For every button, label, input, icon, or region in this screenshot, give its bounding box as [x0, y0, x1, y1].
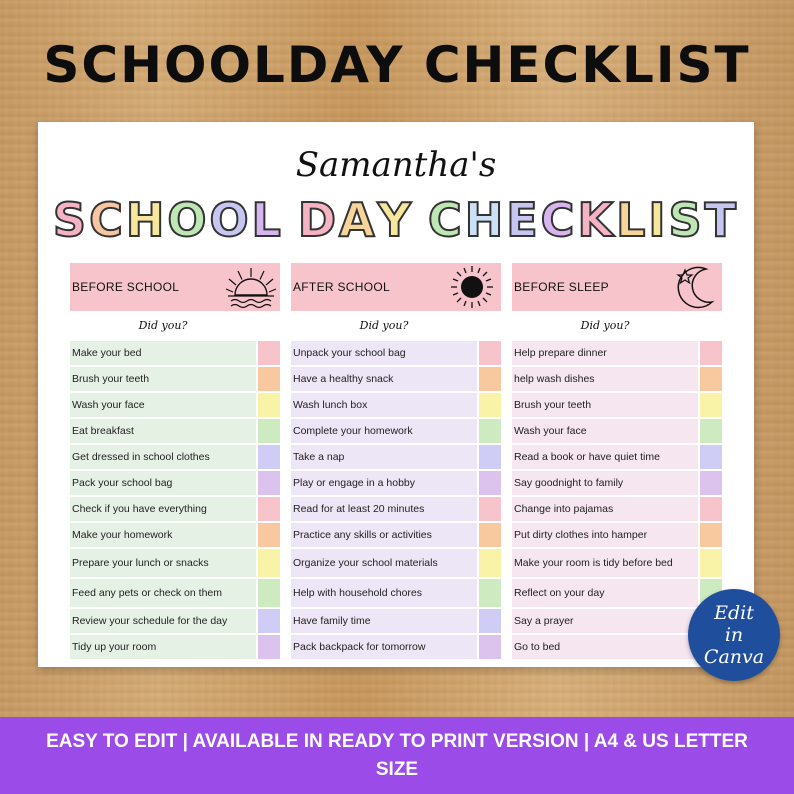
column-after-school: [291, 263, 501, 661]
title-letter: A: [339, 193, 378, 247]
badge-line: Edit: [714, 602, 754, 624]
task-checkbox[interactable]: [700, 341, 722, 365]
task-checkbox[interactable]: [479, 609, 501, 633]
task-label: Play or engage in a hobby: [291, 471, 477, 495]
owner-name: Samantha's: [295, 145, 497, 185]
column-header: [512, 263, 722, 311]
title-letter: C: [89, 193, 126, 247]
task-label: Have family time: [291, 609, 477, 633]
task-row: [291, 523, 501, 547]
task-label: Organize your school materials: [291, 549, 477, 577]
title-letter: K: [577, 193, 617, 247]
badge-line: in: [724, 624, 744, 646]
task-row: [70, 523, 280, 547]
moon-star-icon: [668, 264, 718, 310]
task-label: Take a nap: [291, 445, 477, 469]
task-row: [70, 549, 280, 577]
task-checkbox[interactable]: [479, 367, 501, 391]
task-row: [70, 635, 280, 659]
task-label: Brush your teeth: [512, 393, 698, 417]
task-row: [291, 609, 501, 633]
task-checkbox[interactable]: [479, 419, 501, 443]
column-before-school: [70, 263, 280, 661]
title-letter: L: [616, 193, 649, 247]
title-letter: D: [297, 193, 340, 247]
badge-line: Canva: [703, 646, 765, 668]
task-label: Have a healthy snack: [291, 367, 477, 391]
task-row: [512, 341, 722, 365]
task-label: Say goodnight to family: [512, 471, 698, 495]
task-label: Feed any pets or check on them: [70, 579, 256, 607]
checklist-title: [38, 190, 754, 250]
task-list: [291, 341, 501, 659]
column-heading: BEFORE SCHOOL: [72, 280, 180, 294]
task-row: [70, 341, 280, 365]
task-row: [70, 609, 280, 633]
task-label: Wash your face: [70, 393, 256, 417]
task-checkbox[interactable]: [479, 471, 501, 495]
task-checkbox[interactable]: [258, 341, 280, 365]
task-checkbox[interactable]: [479, 445, 501, 469]
title-letter: L: [251, 193, 284, 247]
task-label: Change into pajamas: [512, 497, 698, 521]
edit-in-canva-badge: [688, 589, 780, 681]
task-label: Help with household chores: [291, 579, 477, 607]
task-label: Review your schedule for the day: [70, 609, 256, 633]
task-label: Make your room is tidy before bed: [512, 549, 698, 577]
task-label: Check if you have everything: [70, 497, 256, 521]
task-checkbox[interactable]: [700, 471, 722, 495]
task-label: Pack backpack for tomorrow: [291, 635, 477, 659]
task-row: [70, 497, 280, 521]
task-label: Make your homework: [70, 523, 256, 547]
task-label: Unpack your school bag: [291, 341, 477, 365]
column-heading: BEFORE SLEEP: [514, 280, 609, 294]
task-label: Practice any skills or activities: [291, 523, 477, 547]
task-row: [291, 497, 501, 521]
headline: SCHOOLDAY CHECKLIST: [43, 36, 751, 94]
task-row: [291, 393, 501, 417]
task-checkbox[interactable]: [700, 393, 722, 417]
task-row: [512, 367, 722, 391]
task-label: Wash lunch box: [291, 393, 477, 417]
task-label: Brush your teeth: [70, 367, 256, 391]
column-header: [70, 263, 280, 311]
title-letter: [284, 190, 298, 250]
footer-banner: EASY TO EDIT | AVAILABLE IN READY TO PRINT VERSION | A4 & US LETTER SIZE: [0, 717, 794, 794]
task-checkbox[interactable]: [258, 367, 280, 391]
task-checkbox[interactable]: [258, 419, 280, 443]
task-label: Pack your school bag: [70, 471, 256, 495]
title-letter: H: [464, 193, 507, 247]
task-checkbox[interactable]: [479, 549, 501, 577]
task-checkbox[interactable]: [479, 341, 501, 365]
task-label: Wash your face: [512, 419, 698, 443]
task-label: Read a book or have quiet time: [512, 445, 698, 469]
task-checkbox[interactable]: [258, 549, 280, 577]
did-you-label: Did you?: [359, 319, 409, 332]
checklist-sheet: [38, 122, 754, 667]
task-checkbox[interactable]: [700, 497, 722, 521]
task-row: [70, 367, 280, 391]
task-checkbox[interactable]: [479, 393, 501, 417]
title-letter: S: [52, 193, 90, 247]
task-checkbox[interactable]: [700, 367, 722, 391]
task-label: Tidy up your room: [70, 635, 256, 659]
task-row: [70, 471, 280, 495]
did-you-label: Did you?: [580, 319, 630, 332]
task-label: Help prepare dinner: [512, 341, 698, 365]
task-row: [291, 367, 501, 391]
task-checkbox[interactable]: [479, 635, 501, 659]
task-row: [291, 579, 501, 607]
task-label: Complete your homework: [291, 419, 477, 443]
sun-icon: [447, 264, 497, 310]
title-letter: T: [704, 193, 740, 247]
task-checkbox[interactable]: [258, 471, 280, 495]
task-label: Make your bed: [70, 341, 256, 365]
task-list: [70, 341, 280, 659]
title-letter: S: [668, 193, 705, 247]
column-header: [291, 263, 501, 311]
task-row: [512, 445, 722, 469]
task-row: [291, 445, 501, 469]
task-label: Say a prayer: [512, 609, 698, 633]
title-letter: H: [125, 193, 168, 247]
task-label: Prepare your lunch or snacks: [70, 549, 256, 577]
task-label: Put dirty clothes into hamper: [512, 523, 698, 547]
task-label: Read for at least 20 minutes: [291, 497, 477, 521]
title-letter: C: [427, 193, 465, 247]
task-checkbox[interactable]: [700, 419, 722, 443]
task-checkbox[interactable]: [700, 523, 722, 547]
title-letter: Y: [377, 193, 414, 247]
did-you-label: Did you?: [138, 319, 188, 332]
task-checkbox[interactable]: [479, 579, 501, 607]
task-row: [291, 635, 501, 659]
task-label: Reflect on your day: [512, 579, 698, 607]
task-row: [512, 523, 722, 547]
task-checkbox[interactable]: [700, 549, 722, 577]
task-checkbox[interactable]: [700, 445, 722, 469]
task-checkbox[interactable]: [258, 635, 280, 659]
task-row: [512, 497, 722, 521]
column-heading: AFTER SCHOOL: [293, 280, 390, 294]
task-row: [512, 393, 722, 417]
task-row: [291, 419, 501, 443]
task-row: [70, 579, 280, 607]
task-checkbox[interactable]: [258, 579, 280, 607]
title-letter: C: [540, 193, 578, 247]
did-you-row: [512, 311, 722, 341]
task-row: [512, 549, 722, 577]
task-checkbox[interactable]: [258, 523, 280, 547]
title-letter: I: [648, 193, 669, 247]
task-row: [291, 471, 501, 495]
task-checkbox[interactable]: [258, 393, 280, 417]
task-row: [291, 549, 501, 577]
task-checkbox[interactable]: [258, 497, 280, 521]
title-letter: O: [167, 193, 210, 247]
did-you-row: [291, 311, 501, 341]
title-letter: O: [209, 193, 252, 247]
task-checkbox[interactable]: [258, 609, 280, 633]
task-label: help wash dishes: [512, 367, 698, 391]
title-letter: E: [506, 193, 541, 247]
sunset-icon: [226, 264, 276, 310]
title-letter: [414, 190, 428, 250]
task-label: Get dressed in school clothes: [70, 445, 256, 469]
task-row: [512, 471, 722, 495]
task-row: [70, 419, 280, 443]
task-label: Eat breakfast: [70, 419, 256, 443]
task-label: Go to bed: [512, 635, 698, 659]
did-you-row: [70, 311, 280, 341]
task-row: [291, 341, 501, 365]
task-row: [512, 419, 722, 443]
task-row: [70, 445, 280, 469]
task-row: [70, 393, 280, 417]
task-checkbox[interactable]: [479, 497, 501, 521]
task-checkbox[interactable]: [479, 523, 501, 547]
task-checkbox[interactable]: [258, 445, 280, 469]
